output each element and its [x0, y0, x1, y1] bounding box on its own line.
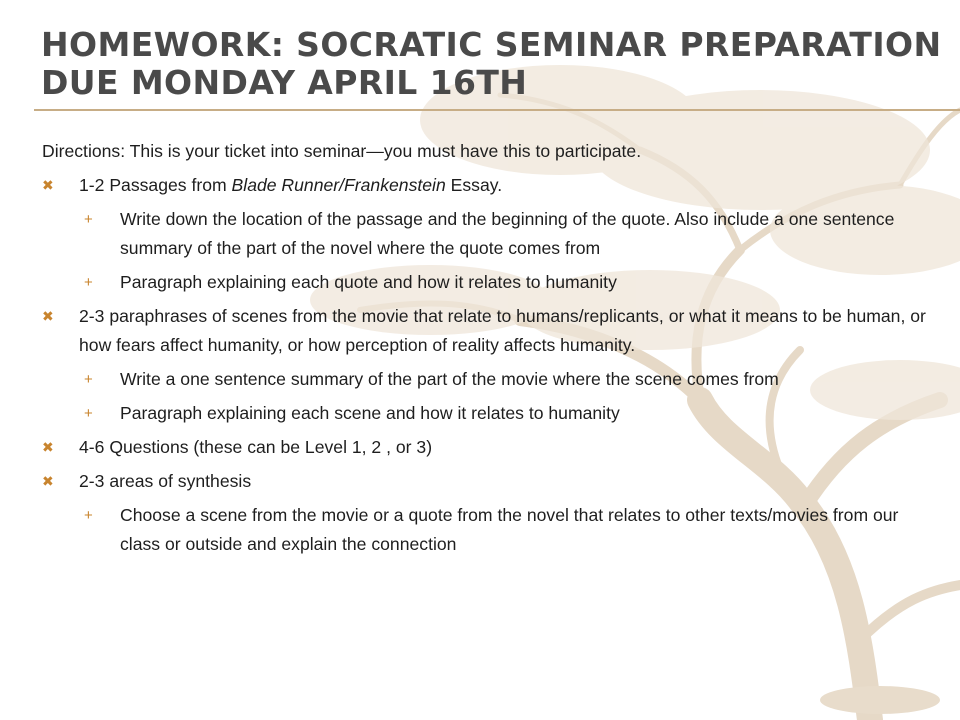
sub-item-text: Write a one sentence summary of the part of the movie where the scene comes from — [120, 369, 779, 389]
directions-text: Directions: This is your ticket into seminar—you must have this to participate. — [42, 141, 642, 161]
item-text: 2-3 areas of synthesis — [79, 471, 252, 491]
list-item-questions — [42, 433, 937, 462]
item-text-post: Essay. — [445, 175, 503, 195]
sub-item-text: Write down the location of the passage and the beginning of the quote. Also include a one sentence summary of the part of the novel where the quote comes from — [120, 209, 895, 258]
sub-item-text: Paragraph explaining each scene and how it relates to humanity — [120, 403, 620, 423]
sub-item — [42, 205, 930, 263]
sub-item — [42, 365, 930, 394]
slide-title — [41, 26, 941, 102]
list-item-synthesis — [42, 467, 937, 496]
slide-title-line-2: DUE MONDAY APRIL 16TH — [41, 63, 528, 102]
item-text: 4-6 Questions (these can be Level 1, 2 , or 3) — [79, 437, 433, 457]
slide-title-line-1: HOMEWORK: SOCRATIC SEMINAR PREPARATION — [41, 25, 942, 64]
item-text: 2-3 paraphrases of scenes from the movie that relate to humans/replicants, or what it means to be human, or how fears affect humanity, or how perception of reality affects humanity. — [79, 306, 926, 355]
title-divider — [34, 109, 960, 111]
item-text-pre: 1-2 Passages from — [79, 175, 232, 195]
plus-bullet-icon: + — [84, 371, 93, 388]
sub-item-text: Paragraph explaining each quote and how it relates to humanity — [120, 272, 617, 292]
x-bullet-icon: ✖ — [42, 473, 54, 489]
sub-item — [42, 268, 930, 297]
slide-body — [42, 137, 942, 564]
plus-bullet-icon: + — [84, 405, 93, 422]
item-text-title: Blade Runner/Frankenstein — [231, 175, 446, 195]
x-bullet-icon: ✖ — [42, 439, 54, 455]
x-bullet-icon: ✖ — [42, 177, 54, 193]
plus-bullet-icon: + — [84, 507, 93, 524]
sub-item — [42, 501, 930, 559]
plus-bullet-icon: + — [84, 211, 93, 228]
plus-bullet-icon: + — [84, 274, 93, 291]
sub-item-text: Choose a scene from the movie or a quote from the novel that relates to other texts/movies from our class or outside and explain the connection — [120, 505, 899, 554]
x-bullet-icon: ✖ — [42, 308, 54, 324]
list-item-passages — [42, 171, 937, 200]
sub-item — [42, 399, 930, 428]
list-item-paraphrases — [42, 302, 937, 360]
